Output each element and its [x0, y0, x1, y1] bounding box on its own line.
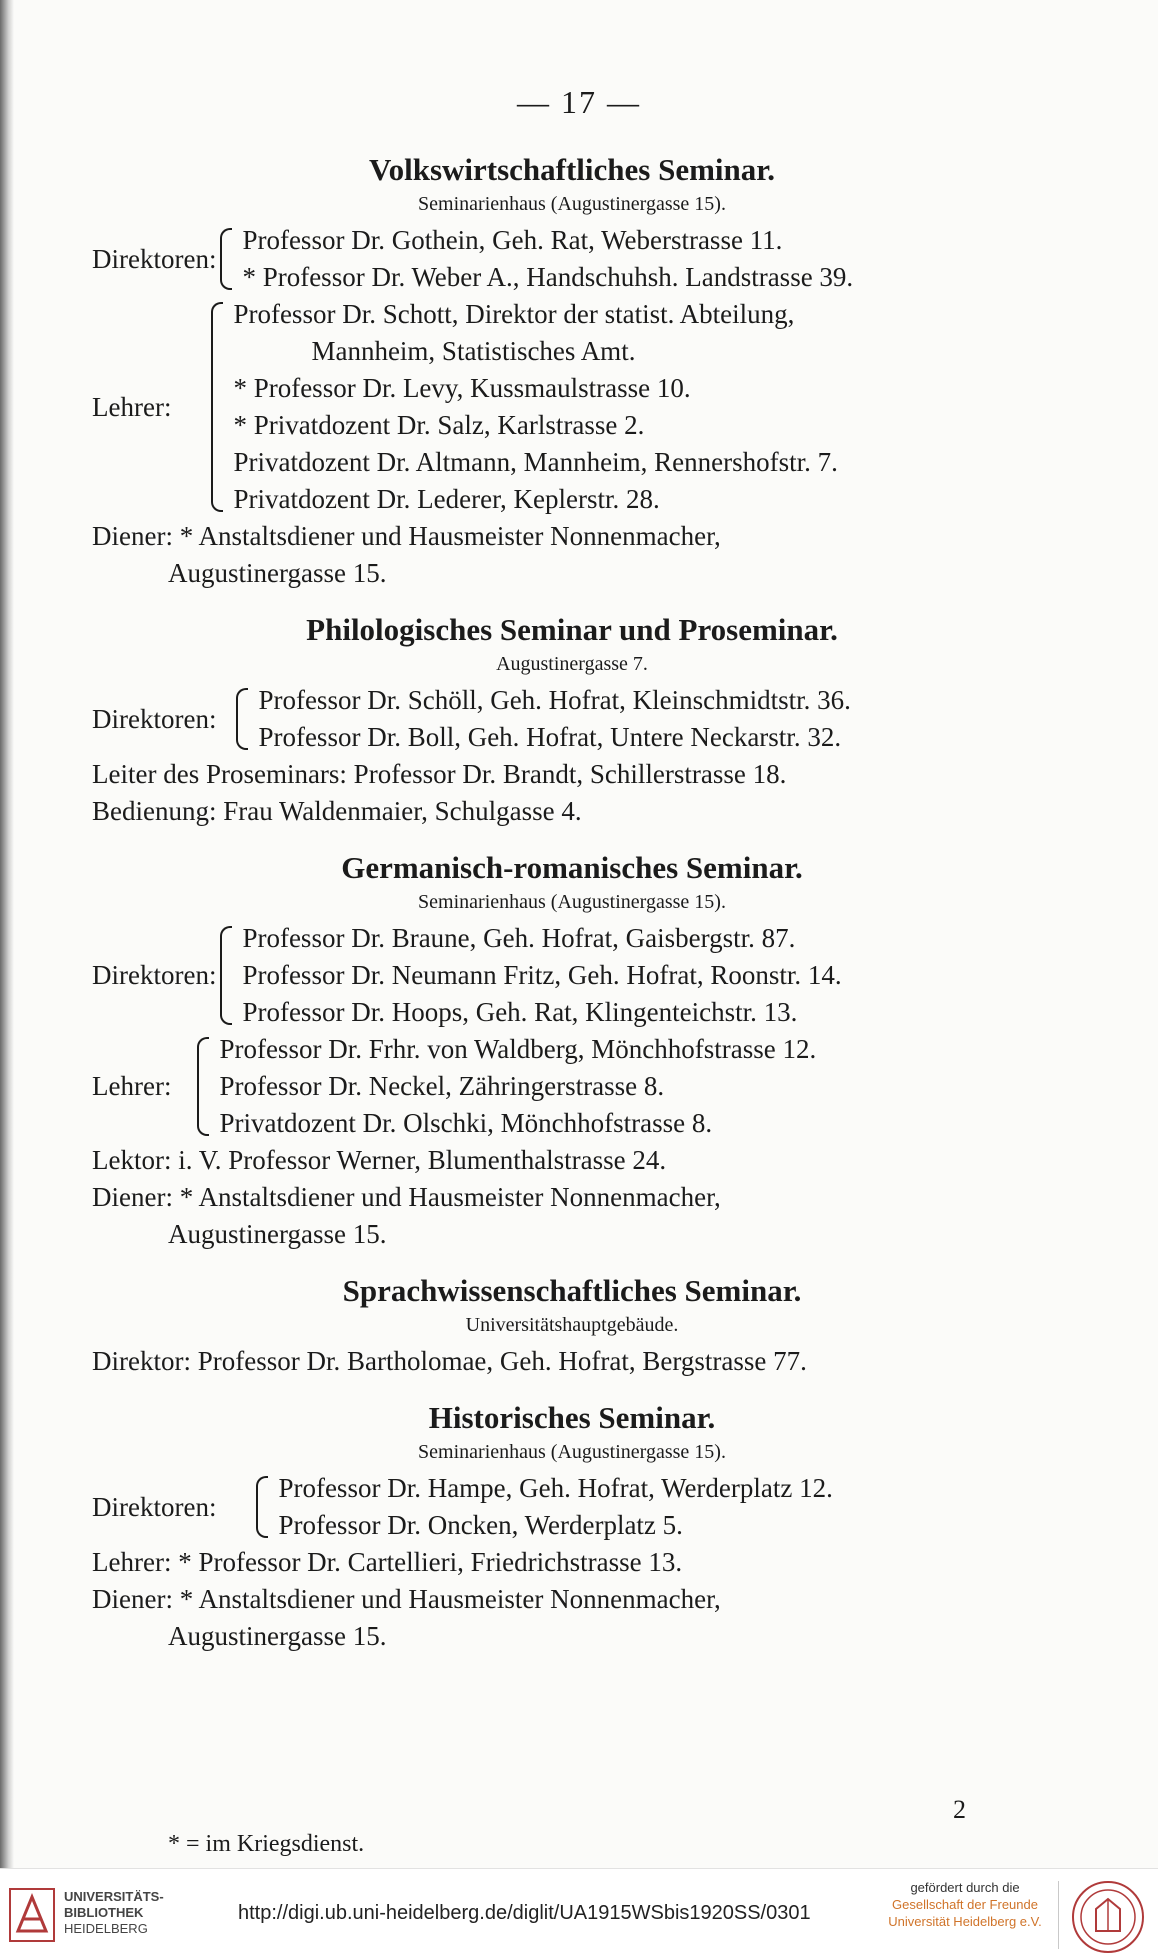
divider — [1058, 1881, 1059, 1949]
sponsor-line: Universität Heidelberg e.V. — [888, 1914, 1042, 1929]
direktoren-group — [92, 1470, 1052, 1544]
brace — [236, 688, 248, 750]
section-germanistik — [92, 848, 1052, 1253]
section-title: Historisches Seminar. — [428, 1400, 716, 1435]
direktor-entry: Professor Dr. Gothein, Geh. Rat, Weberstrasse 11. — [242, 225, 783, 255]
leiter-entry: Leiter des Proseminars: Professor Dr. Brandt, Schillerstrasse 18. — [92, 759, 787, 789]
section-volkswirtschaft — [92, 150, 1052, 592]
brace — [197, 1037, 209, 1136]
brace — [220, 926, 232, 1025]
lehrer-group — [92, 296, 1052, 518]
brace — [256, 1476, 268, 1538]
lehrer-entry: * Professor Dr. Levy, Kussmaulstrasse 10. — [233, 373, 691, 403]
direktoren-group — [92, 920, 1052, 1031]
diener-entry: Diener: * Anstaltsdiener und Hausmeister Nonnenmacher, — [92, 1584, 721, 1614]
section-title: Sprachwissenschaftliches Seminar. — [342, 1273, 802, 1308]
direktoren-label: Direktoren: — [92, 960, 217, 990]
digitization-banner — [0, 1868, 1158, 1960]
bedienung-entry: Bedienung: Frau Waldenmaier, Schulgasse 4. — [92, 796, 582, 826]
direktor-entry: Professor Dr. Schöll, Geh. Hofrat, Kleinschmidtstr. 36. — [258, 685, 851, 715]
direktor-entry: Direktor: Professor Dr. Bartholomae, Geh. Hofrat, Bergstrasse 77. — [92, 1346, 807, 1376]
sponsor-line: gefördert durch die — [910, 1880, 1020, 1895]
direktor-entry: * Professor Dr. Weber A., Handschuhsh. Landstrasse 39. — [242, 262, 854, 292]
library-name-line: HEIDELBERG — [64, 1921, 148, 1936]
lehrer-entry: Professor Dr. Neckel, Zähringerstrasse 8. — [219, 1071, 665, 1101]
sponsor-line: Gesellschaft der Freunde — [892, 1897, 1038, 1912]
direktor-entry: Professor Dr. Hoops, Geh. Rat, Klingenteichstr. 13. — [242, 997, 798, 1027]
direktor-entry: Professor Dr. Boll, Geh. Hofrat, Untere Neckarstr. 32. — [258, 722, 842, 752]
university-seal-icon — [1070, 1879, 1146, 1955]
library-name — [64, 1889, 164, 1937]
sponsor-note — [880, 1879, 1050, 1930]
diener-entry-continued: Augustinergasse 15. — [168, 558, 387, 588]
section-title: Germanisch-romanisches Seminar. — [341, 850, 803, 885]
signature-mark: 2 — [953, 1795, 966, 1824]
lehrer-label: Lehrer: — [92, 1071, 172, 1101]
lehrer-entry: Professor Dr. Frhr. von Waldberg, Mönchhofstrasse 12. — [219, 1034, 817, 1064]
diener-entry-continued: Augustinergasse 15. — [168, 1219, 387, 1249]
direktoren-label: Direktoren: — [92, 243, 217, 274]
lehrer-label: Lehrer: — [92, 391, 172, 422]
section-subtitle: Augustinergasse 7. — [496, 653, 648, 675]
section-title: Philologisches Seminar und Proseminar. — [306, 612, 838, 647]
section-subtitle: Seminarienhaus (Augustinergasse 15). — [418, 1441, 726, 1463]
section-subtitle: Seminarienhaus (Augustinergasse 15). — [418, 193, 726, 215]
brace — [211, 302, 223, 512]
lehrer-entry: Professor Dr. Schott, Direktor der statist. Abteilung, — [233, 299, 795, 329]
section-subtitle: Seminarienhaus (Augustinergasse 15). — [418, 891, 726, 913]
brace — [220, 228, 232, 290]
section-philologie — [92, 610, 1052, 830]
library-name-line: BIBLIOTHEK — [64, 1905, 144, 1920]
direktor-entry: Professor Dr. Neumann Fritz, Geh. Hofrat, Roonstr. 14. — [242, 960, 842, 990]
direktoren-label: Direktoren: — [92, 703, 217, 734]
direktoren-group — [92, 682, 1052, 756]
permalink[interactable]: http://digi.ub.uni-heidelberg.de/diglit/UA1915WSbis1920SS/0301 — [238, 1902, 811, 1924]
page-number: — 17 — — [517, 84, 641, 120]
library-logo-icon — [8, 1887, 56, 1943]
direktor-entry: Professor Dr. Oncken, Werderplatz 5. — [278, 1510, 683, 1540]
lektor-entry: Lektor: i. V. Professor Werner, Blumenthalstrasse 24. — [92, 1145, 667, 1175]
lehrer-entry: Lehrer: * Professor Dr. Cartellieri, Friedrichstrasse 13. — [92, 1547, 683, 1577]
lehrer-entry-continued: Mannheim, Statistisches Amt. — [311, 336, 636, 366]
section-subtitle: Universitätshauptgebäude. — [465, 1314, 679, 1336]
diener-entry: Diener: * Anstaltsdiener und Hausmeister Nonnenmacher, — [92, 521, 721, 551]
lehrer-entry: * Privatdozent Dr. Salz, Karlstrasse 2. — [233, 410, 645, 440]
page-edge-shadow — [0, 0, 14, 1868]
section-sprachwissenschaft — [92, 1271, 1052, 1380]
lehrer-entry: Privatdozent Dr. Lederer, Keplerstr. 28. — [233, 484, 660, 514]
footnote: * = im Kriegsdienst. — [168, 1831, 365, 1857]
direktor-entry: Professor Dr. Hampe, Geh. Hofrat, Werderplatz 12. — [278, 1473, 833, 1503]
library-name-line: UNIVERSITÄTS- — [64, 1889, 164, 1904]
section-title: Volkswirtschaftliches Seminar. — [369, 152, 775, 187]
direktoren-label: Direktoren: — [92, 1491, 217, 1522]
lehrer-group — [92, 1031, 1052, 1142]
direktor-entry: Professor Dr. Braune, Geh. Hofrat, Gaisbergstr. 87. — [242, 923, 796, 953]
direktoren-group — [92, 222, 1052, 296]
section-geschichte — [92, 1398, 1052, 1655]
diener-entry: Diener: * Anstaltsdiener und Hausmeister Nonnenmacher, — [92, 1182, 721, 1212]
page-content — [92, 150, 1052, 1655]
lehrer-entry: Privatdozent Dr. Olschki, Mönchhofstrasse 8. — [219, 1108, 713, 1138]
lehrer-entry: Privatdozent Dr. Altmann, Mannheim, Rennershofstr. 7. — [233, 447, 838, 477]
diener-entry-continued: Augustinergasse 15. — [168, 1621, 387, 1651]
